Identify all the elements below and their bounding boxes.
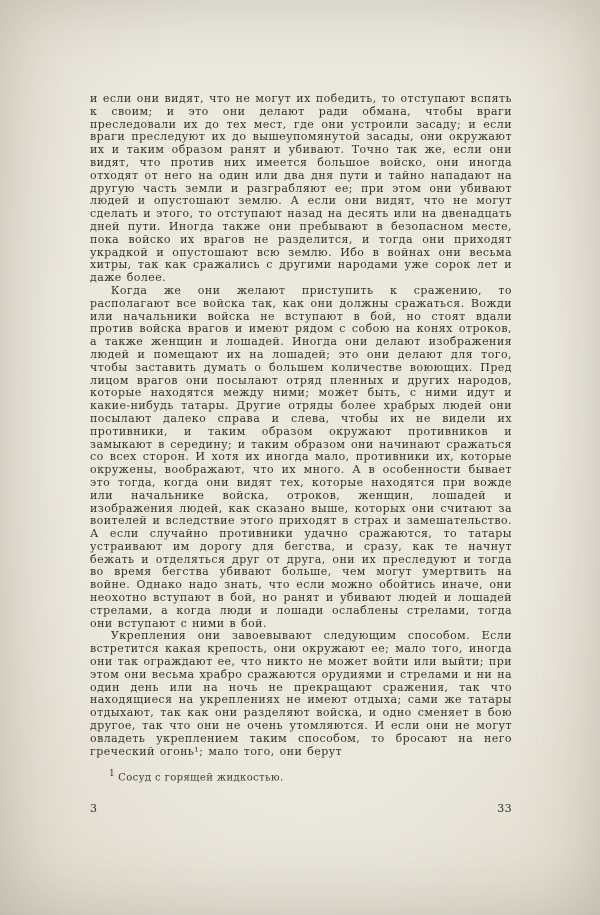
text-block xyxy=(90,93,512,815)
paragraph-fortifications: Укрепления они завоевывают следующим способом. Если встретится какая крепость, они окружают ее; мало того, иногда они так ограждают ее, что никто не может войти или выйти; при этом они весьма храбро сражаются орудиями и стрелами и ни на один день или на ночь не прекращают сражения, так что находящиеся на укреплениях не имеют отдыха; сами же татары отдыхают, так как они разделяют войска, и одно сменяет в бою другое, так что они не очень утомляются. И если они не могут овладеть укреплением таким способом, то бросают на него греческий огонь¹; мало того, они берут xyxy=(90,629,512,758)
page-footer xyxy=(90,802,512,815)
page-number: 33 xyxy=(497,801,512,815)
footnote-marker: 1 xyxy=(109,769,116,780)
footnote-text: Сосуд с горящей жидкостью. xyxy=(118,772,284,784)
signature-number: 3 xyxy=(90,801,98,815)
footnote xyxy=(90,768,512,784)
paragraph-battle-order: Когда же они желают приступить к сражению, то располагают все войска так, как они должны сражаться. Вожди или начальники войска не вступают в бой, но стоят вдали против войска врагов и имеют рядом с собою на конях отроков, а также женщин и лошадей. Иногда они делают изображения людей и помещают их на лошадей; это они делают для того, чтобы заставить думать о большем количестве воюющих. Пред лицом врагов они посылают отряд пленных и других народов, которые находятся между ними; может быть, с ними идут и какие-нибудь татары. Другие отряды более храбрых людей они посылают далеко справа и слева, чтобы их не видели их противники, и таким образом окружают противников и замыкают в середину; и таким образом они начинают сражаться со всех сторон. И хотя их иногда мало, противники их, которые окружены, воображают, что их много. А в особенности бывает это тогда, когда они видят тех, которые находятся при вожде или начальнике войска, отроков, женщин, лошадей и изображения людей, как сказано выше, которых они считают за воителей и вследствие этого приходят в страх и замешательство. А если случайно противники удачно сражаются, то татары устраивают им дорогу для бегства, и сразу, как те начнут бежать и отделяться друг от друга, они их преследуют и тогда во время бегства убивают больше, чем могут умертвить на войне. Однако надо знать, что если можно обойтись иначе, они неохотно вступают в бой, но ранят и убивают людей и лошадей стрелами, а когда люди и лошади ослаблены стрелами, тогда они вступают с ними в бой. xyxy=(90,283,512,630)
paragraph-continuation: и если они видят, что не могут их победить, то отступают вспять к своим; и это они делают ради обмана, чтобы враги преследовали их до тех мест, где они устроили засаду; и если враги преследуют их до вышеупомянутой засады, они окружают их и таким образом ранят и убивают. Точно так же, если они видят, что против них имеется большое войско, они иногда отходят от него на один или два дня пути и тайно нападают на другую часть земли и разграбляют ее; при этом они убивают людей и опустошают землю. А если они видят, что не могут сделать и этого, то отступают назад на десять или на двенадцать дней пути. Иногда также они пребывают в безопасном месте, пока войско их врагов не разделится, и тогда они приходят украдкой и опустошают всю землю. Ибо в войнах они весьма хитры, так как сражались с другими народами уже сорок лет и даже более. xyxy=(90,92,512,285)
